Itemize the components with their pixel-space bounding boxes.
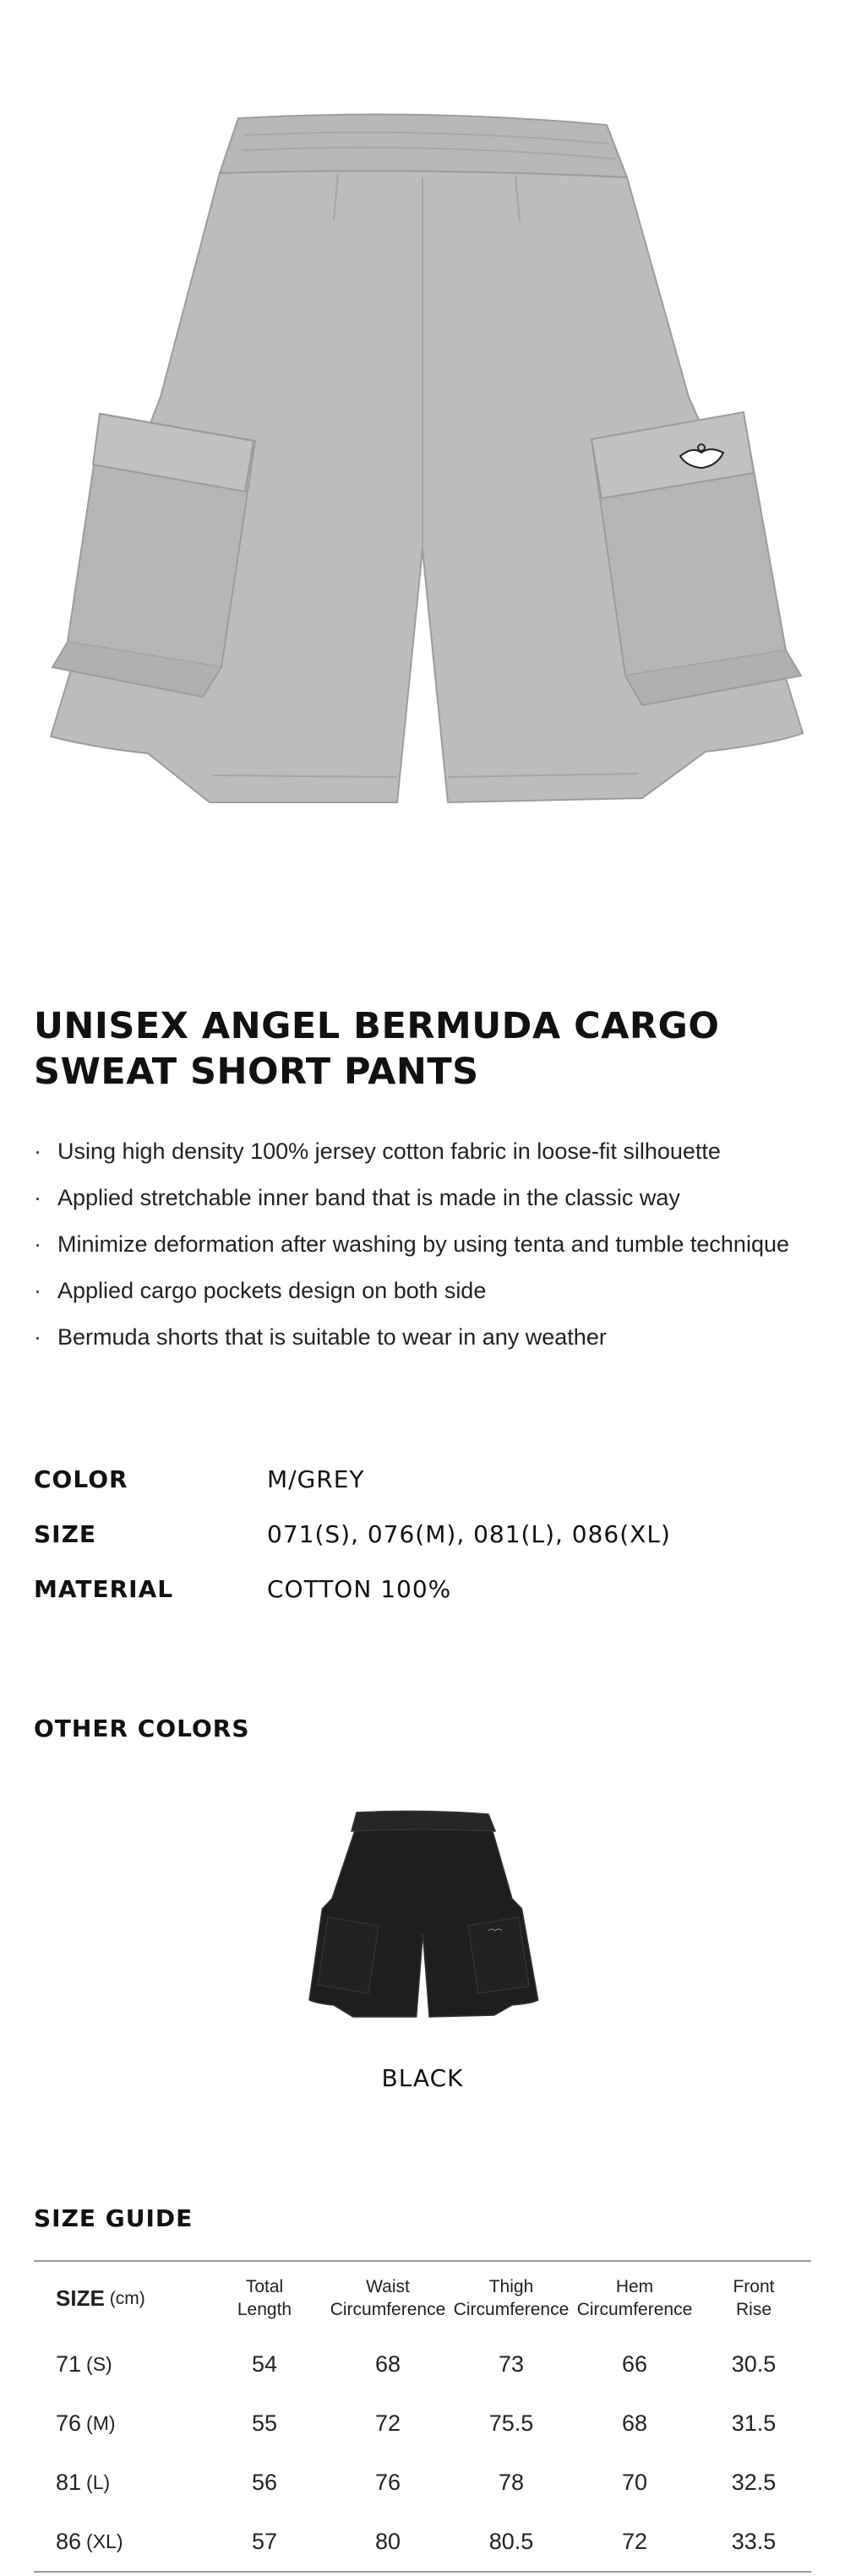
spec-label: SIZE: [34, 1520, 97, 1548]
table-row: 76 (M) 55 72 75.5 68 31.5: [56, 2410, 777, 2436]
product-image: [0, 0, 845, 921]
list-item: · Applied cargo pockets design on both side: [34, 1278, 487, 1303]
header-hem: Hem Circumference: [576, 2277, 693, 2319]
list-item: · Using high density 100% jersey cotton fabric in loose-fit silhouette: [34, 1139, 721, 1164]
list-item: · Minimize deformation after washing by using tenta and tumble technique: [34, 1231, 789, 1257]
table-header: [34, 2262, 811, 2334]
color-option-black[interactable]: [304, 1799, 541, 2035]
product-title: UNISEX ANGEL BERMUDA CARGO SWEAT SHORT PANTS: [34, 1005, 720, 1093]
spec-value: M/GREY: [267, 1465, 365, 1493]
list-item: · Bermuda shorts that is suitable to wear in any weather: [34, 1324, 607, 1350]
other-colors-heading: OTHER COLORS: [34, 1715, 250, 1742]
spec-label: MATERIAL: [34, 1575, 174, 1603]
header-waist: Waist Circumference: [330, 2277, 446, 2319]
spec-value: COTTON 100%: [267, 1575, 452, 1603]
header-thigh: Thigh Circumference: [453, 2277, 570, 2319]
size-guide-heading: SIZE GUIDE: [34, 2204, 194, 2232]
table-row: 71 (S) 54 68 73 66 30.5: [56, 2350, 777, 2377]
feature-list: [34, 1128, 789, 1361]
header-size: SIZE (cm): [56, 2285, 145, 2311]
size-guide-table: [34, 2260, 811, 2573]
header-total-length: Total Length: [237, 2277, 292, 2319]
list-item: · Applied stretchable inner band that is made in the classic way: [34, 1185, 680, 1210]
spec-value: 071(S), 076(M), 081(L), 086(XL): [267, 1520, 671, 1548]
spec-label: COLOR: [34, 1465, 128, 1493]
table-row: 86 (XL) 57 80 80.5 72 33.5: [56, 2528, 777, 2554]
table-row: 81 (L) 56 76 78 70 32.5: [56, 2469, 777, 2495]
header-front-rise: Front Rise: [733, 2277, 775, 2319]
color-name-black[interactable]: BLACK: [381, 2064, 464, 2092]
